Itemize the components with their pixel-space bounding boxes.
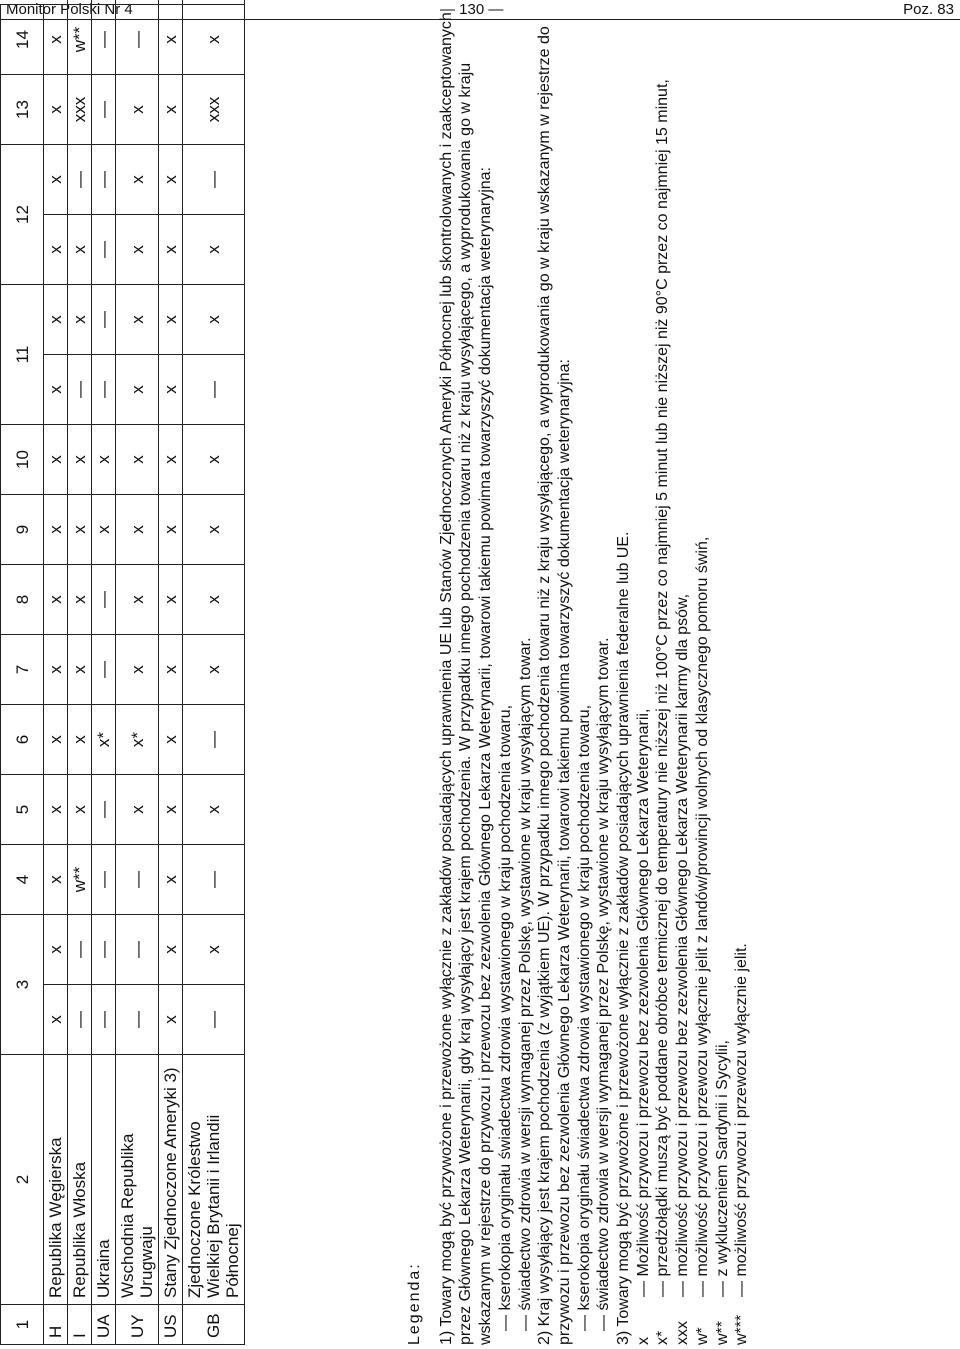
table-cell: x [116,215,159,285]
table-cell: — [92,985,116,1055]
symbol-definition [653,5,673,1345]
table-cell: x [92,495,116,565]
symbol-text: — z wykluczeniem Sardynii i Sycylii, [713,1040,731,1297]
table-row [159,0,183,1345]
footnote-1: 1) Towary mogą być przywożone i przewożone wyłącznie z zakładów posiadających uprawnienia UE lub Stanów Zjednoczonych Ameryki Północnej lub skontrolowanych i zaakceptowanych przez Głównego Lekarza Weterynarii, gdy kraj wysyłający jest krajem pochodzenia. W przypadku innego pochodzenia towaru niż z kraju wysyłającego, a wyprodukowania go w kraju wskazanym w rejestrze do przywozu i przewozu bez zezwolenia Głównego Lekarza Weterynarii, towarowi takiemu powinna towarzyszyć dokumentacja weterynaryjna: [437,12,495,1345]
footnote-1-item: — świadectwo zdrowia w wersji wymaganej przez Polskę, wystawione w kraju wysyłającym towar. [516,637,534,1331]
table-cell: w** [68,4,92,74]
table-cell: — [92,565,116,635]
col-number: 3 [1,915,44,1055]
table-cell: — [68,915,92,985]
table-cell: x [44,635,68,705]
symbol-key: w*** [733,1314,751,1345]
table-cell: x [44,285,68,355]
table-cell: x [68,495,92,565]
table-cell: x [159,144,183,214]
table-cell: x [159,495,183,565]
country-code: UA [92,1305,116,1345]
table-cell: x [183,285,245,355]
symbol-list [634,5,752,1345]
table-cell: x [159,915,183,985]
symbol-key: xxx [674,1321,692,1345]
symbol-key: w** [713,1320,731,1345]
table-cell: x [183,635,245,705]
table-cell: x [116,635,159,705]
table-cell: — [183,705,245,775]
country-code: US [159,1305,183,1345]
symbol-text: — możliwość przywozu i przewozu wyłącznie jelit. [733,943,751,1297]
table-cell: — [183,845,245,915]
col-number: 11 [1,285,44,425]
col-number: 2 [1,1055,44,1305]
table-cell: x [183,775,245,845]
country-name: Stany Zjednoczone Ameryki 3) [159,1055,183,1305]
table-cell: x [44,845,68,915]
table-cell: x [44,915,68,985]
footnote-2: 2) Kraj wysyłający jest krajem pochodzenia (z wyjątkiem UE). W przypadku innego pochodzenia towaru niż z kraju wysyłającego, a wyprodukowania go w kraju wskazanym w rejestrze do przywozu i przewozu bez zezwolenia Głównego Lekarza Weterynarii, towarowi takiemu powinna towarzyszyć dokumentacja weterynaryjna: [536,26,573,1345]
table-cell [116,0,159,4]
symbol-definition [693,5,713,1345]
table-cell: — [92,775,116,845]
symbol-key: x* [654,1330,672,1345]
journal-title: Monitor Polski Nr 4 [6,1,133,18]
table-cell: x [116,285,159,355]
table-cell: x [68,215,92,285]
rotated-page-content [0,5,960,1345]
symbol-text: — możliwość przywozu i przewozu bez zezwolenia Głównego Lekarza Weterynarii karmy dla psów, [674,593,692,1297]
table-cell [183,0,245,4]
table-row [68,0,92,1345]
table-cell: — [92,355,116,425]
table-row [183,0,245,1345]
symbol-key: w* [693,1327,711,1345]
footnote-2-item: — świadectwo zdrowia w wersji wymaganej przez Polskę, wystawione w kraju wysyłającym towar. [595,637,613,1331]
table-cell: x [44,985,68,1055]
table-cell: xxx [68,74,92,144]
table-cell: x [183,915,245,985]
table-cell: x [68,565,92,635]
table-cell: x [159,845,183,915]
table-cell: x* [116,705,159,775]
table-cell: x [159,425,183,495]
table-cell: x [44,565,68,635]
col-number: 1 [1,1305,44,1345]
table-cell: x [183,425,245,495]
table-cell: — [68,355,92,425]
table-cell: x [44,425,68,495]
table-cell: — [92,635,116,705]
table-cell: — [92,915,116,985]
table-cell: x [68,285,92,355]
table-cell: x [159,355,183,425]
table-cell: — [92,74,116,144]
table-cell: x [116,565,159,635]
table-cell: x [159,775,183,845]
country-name: Ukraina [92,1055,116,1305]
table-cell: x [44,215,68,285]
col-number: 8 [1,565,44,635]
footnote-1-item: — kserokopia oryginału świadectwa zdrowia wystawionego w kraju pochodzenia towaru, [496,704,514,1331]
table-cell: x [68,635,92,705]
table-cell: x [44,705,68,775]
table-cell: x [68,705,92,775]
country-name: Wschodnia Republika Urugwaju [116,1055,159,1305]
country-code: I [68,1305,92,1345]
footnote-3: 3) Towary mogą być przywożone i przewożone wyłącznie z zakładów posiadających uprawnienia federalne lub UE. [615,531,633,1345]
table-cell: x [44,4,68,74]
symbol-text: — możliwość przywozu i przewozu wyłącznie jelit z landów/prowincji wolnych od klasycznego pomoru świń, [693,536,711,1297]
table-cell: x [159,985,183,1055]
table-cell: x [44,495,68,565]
symbol-definition [634,5,654,1345]
table-cell: — [116,985,159,1055]
table-cell: x [68,425,92,495]
table-cell: x [44,144,68,214]
symbol-key: x [634,1337,652,1345]
table-cell: x [183,565,245,635]
import-table [0,0,245,1345]
table-cell: — [68,144,92,214]
table-row [116,0,159,1345]
col-number: 14 [1,4,44,74]
country-name: Republika Włoska [68,1055,92,1305]
table-cell: x [44,355,68,425]
table-cell: — [92,144,116,214]
country-code: GB [183,1305,245,1345]
page-number: — 130 — [440,1,504,18]
table-cell: x [159,4,183,74]
column-number-row [1,0,44,1345]
col-number: 4 [1,845,44,915]
table-cell: x [159,565,183,635]
country-code: H [44,1305,68,1345]
table-row [44,0,68,1345]
col-number: 6 [1,705,44,775]
table-cell: x [116,775,159,845]
table-cell: x* [92,705,116,775]
table-cell: — [68,985,92,1055]
symbol-text: — Możliwość przywozu i przewozu bez zezwolenia Głównego Lekarza Weterynarii, [634,708,652,1297]
symbol-definition [732,5,752,1345]
table-cell: — [116,4,159,74]
table-cell: — [116,915,159,985]
table-cell: — [183,144,245,214]
footnote-2-item: — kserokopia oryginału świadectwa zdrowia wystawionego w kraju pochodzenia towaru, [575,704,593,1331]
table-cell: x [159,705,183,775]
table-cell: x [44,74,68,144]
table-cell [92,0,116,4]
col-number: 9 [1,495,44,565]
table-cell: x [159,285,183,355]
symbol-definition [673,5,693,1345]
table-cell: x [116,495,159,565]
col-number: 5 [1,775,44,845]
col-number: 7 [1,635,44,705]
table-cell: — [92,4,116,74]
country-name: Republika Węgierska [44,1055,68,1305]
legend [405,5,752,1345]
table-cell [68,0,92,4]
table-cell: — [92,215,116,285]
table-cell: x [183,4,245,74]
table-body [1,0,245,1345]
table-cell: x [159,215,183,285]
table-cell: — [183,355,245,425]
col-number: 10 [1,425,44,495]
table-cell [159,0,183,4]
table-cell: x [183,215,245,285]
table-row [92,0,116,1345]
col-number: 12 [1,144,44,284]
position-number: Poz. 83 [903,1,954,18]
table-cell: — [92,845,116,915]
table-cell: x [159,635,183,705]
table-cell: x [68,775,92,845]
table-cell: x [183,495,245,565]
table-cell: — [92,285,116,355]
symbol-definition [713,5,733,1345]
table-cell: — [116,845,159,915]
table-cell: x [116,425,159,495]
table-cell: x [116,74,159,144]
table-cell: x [92,425,116,495]
table-cell: — [183,985,245,1055]
col-number: 13 [1,74,44,144]
table-cell: x [116,144,159,214]
symbol-text: — przedżołądki muszą być poddane obróbce termicznej do temperatury nie niższej niż 100°C przez co najmniej 5 minut lub nie niższej niż 90°C przez co najmniej 15 minut, [654,79,672,1297]
table-cell: x [116,355,159,425]
table-cell: xxx [183,74,245,144]
table-cell: x [44,775,68,845]
legend-title: Legenda: [406,1262,423,1345]
table-cell: w** [68,845,92,915]
country-code: UY [116,1305,159,1345]
table-cell: x [159,74,183,144]
country-name: Zjednoczone Królestwo Wielkiej Brytanii i Irlandii Północnej [183,1055,245,1305]
